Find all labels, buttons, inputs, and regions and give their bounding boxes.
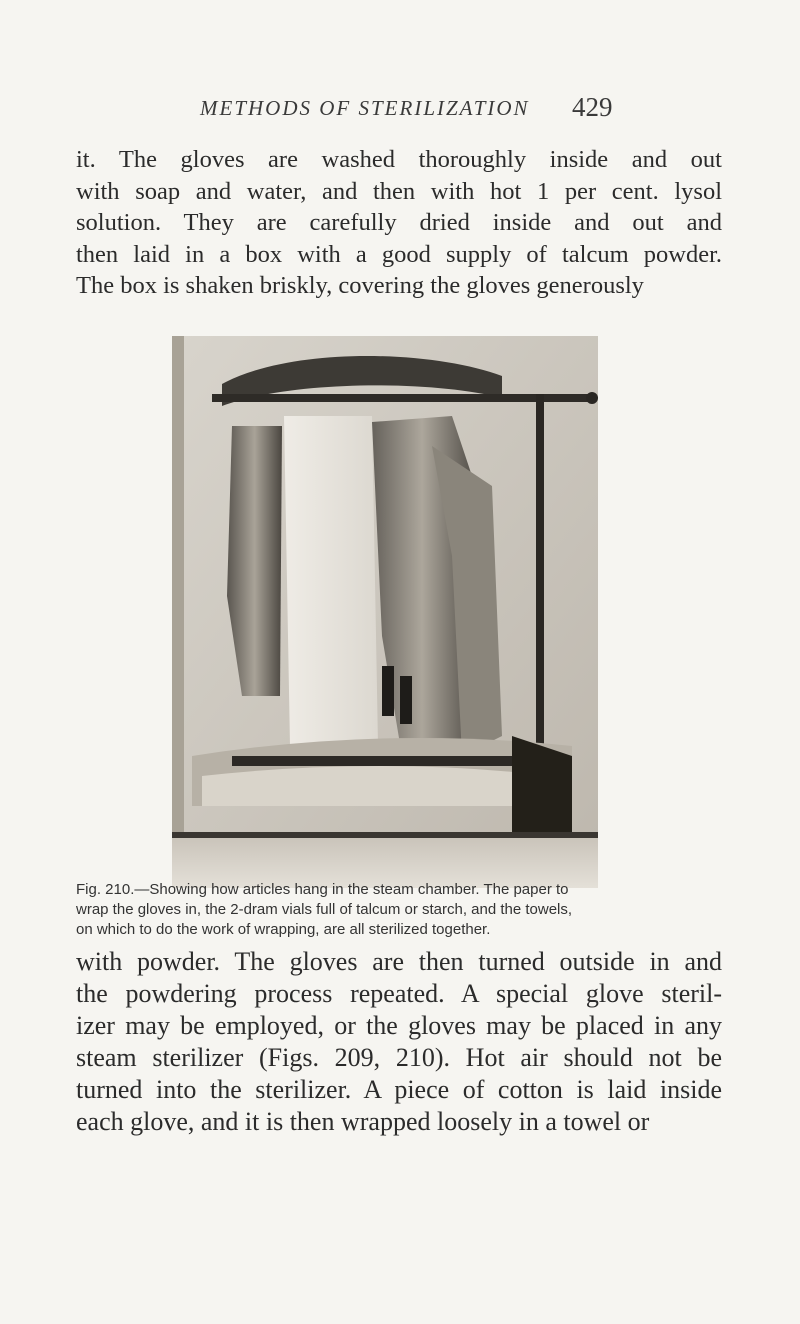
- text-line: turned into the sterilizer. A piece of cotton is laid inside: [76, 1075, 722, 1104]
- running-title: METHODS OF STERILIZATION: [200, 96, 530, 120]
- text-line: it. The gloves are washed thoroughly inside and out: [76, 146, 722, 173]
- paragraph-2: [76, 946, 722, 1138]
- text-line: solution. They are carefully dried inside and out and: [76, 209, 722, 237]
- caption-line: on which to do the work of wrapping, are all sterilized together.: [76, 921, 491, 938]
- text-line: then laid in a box with a good supply of talcum powder.: [76, 240, 722, 268]
- text-line: steam sterilizer (Figs. 209, 210). Hot air should not be: [76, 1043, 722, 1072]
- page-number: 429: [572, 92, 613, 122]
- text-line: the powdering process repeated. A special glove steril-: [76, 979, 722, 1008]
- figure-caption: [76, 880, 722, 940]
- paragraph-1: [76, 144, 722, 302]
- running-head: [0, 92, 800, 132]
- text-line: with soap and water, and then with hot 1 per cent. lysol: [76, 177, 722, 205]
- caption-line: wrap the gloves in, the 2-dram vials full of talcum or starch, and the towels,: [76, 901, 573, 918]
- steam-chamber-illustration: [172, 336, 598, 888]
- text-line: with powder. The gloves are then turned outside in and: [76, 947, 722, 976]
- caption-line: Fig. 210.—Showing how articles hang in the steam chamber. The paper to: [76, 881, 569, 898]
- text-line: izer may be employed, or the gloves may be placed in any: [76, 1011, 722, 1040]
- text-line: The box is shaken briskly, covering the gloves generously: [76, 272, 644, 300]
- figure-photograph: [172, 336, 598, 888]
- text-line: each glove, and it is then wrapped loosely in a towel or: [76, 1107, 650, 1136]
